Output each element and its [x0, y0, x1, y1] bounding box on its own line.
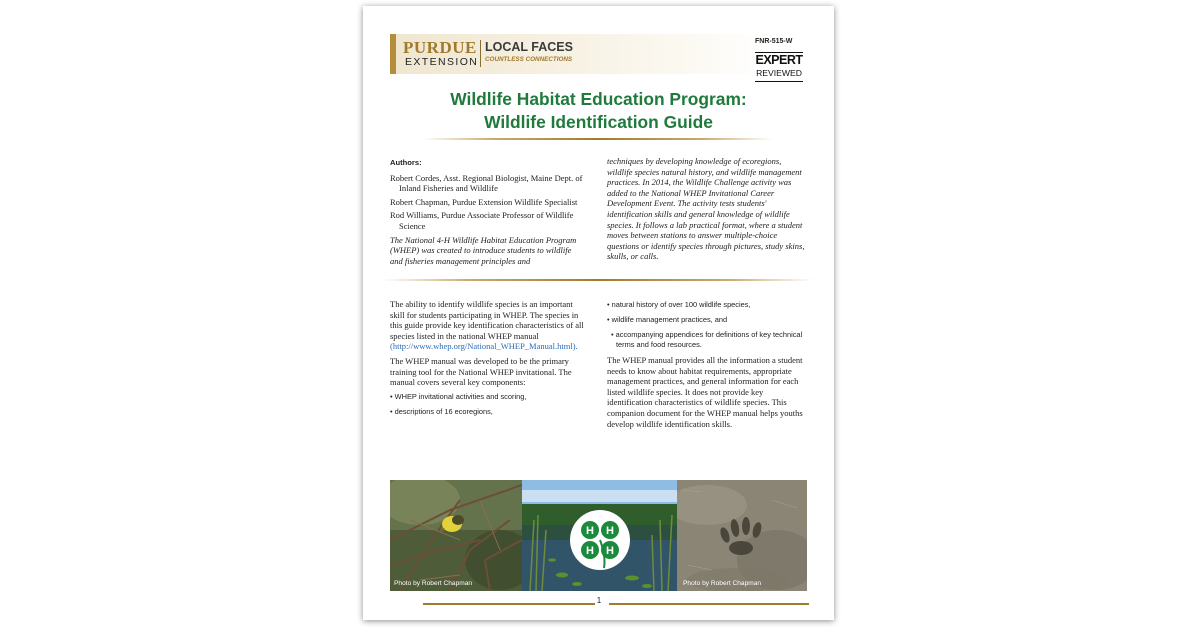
bird-photo [390, 480, 522, 591]
tracks-photo-image [677, 480, 807, 591]
bullet-item: • accompanying appendices for definitions of key technical terms and food resources. [611, 330, 803, 349]
photo-credit: Photo by Robert Chapman [394, 580, 473, 587]
bullet-item: • natural history of over 100 wildlife species, [607, 300, 751, 309]
author-item: Rod Williams, Purdue Associate Professor of Wildlife Science [390, 210, 574, 231]
author-item: Robert Chapman, Purdue Extension Wildlife Specialist [390, 196, 578, 207]
body-paragraph-3: The WHEP manual provides all the information a student needs to know about habitat requirements, appropriate management practices, and general information for each listed wildlife species. It does not provide key identification characteristics of wildlife species. This companion document for the WHEP manual helps youths develop wildlife identification skills. [607, 355, 803, 429]
body-right-column [607, 300, 807, 433]
banner-divider [480, 40, 481, 67]
body-paragraph-1 [390, 299, 585, 352]
local-faces-text: LOCAL FACES [485, 40, 573, 54]
wetland-photo [522, 480, 677, 591]
expert-badge-text: EXPERT [755, 53, 803, 67]
clover-letter: H [606, 525, 614, 537]
section-divider [383, 279, 814, 281]
page-number: 1 [596, 596, 602, 605]
intro-paragraph-continued [607, 156, 807, 266]
footer-rule-right [609, 603, 809, 605]
clover-letter: H [586, 545, 594, 557]
author-item: Robert Cordes, Asst. Regional Biologist, Maine Dept. of Inland Fisheries and Wildlife [390, 172, 583, 194]
extension-logo-text: EXTENSION [405, 56, 479, 68]
bullet-item: • descriptions of 16 ecoregions, [390, 406, 493, 416]
reviewed-badge-text: REVIEWED [756, 68, 802, 78]
clover-letter: H [606, 545, 614, 557]
bullet-item: • WHEP invitational activities and scoring, [390, 391, 527, 401]
body-paragraph-2: The WHEP manual was developed to be the primary training tool for the National WHEP invitational. The manual covers several key components: [390, 355, 572, 388]
body-left-column [390, 299, 585, 422]
intro-text: techniques by developing knowledge of ecoregions, wildlife species natural history, and wildlife management practices. In 2014, the Wildlife Challenge activity was added to the National WHEP Invitational Career Development Event. The activity tests students' identification skills and general knowledge of wildlife species. It follows a lab practical format, where a student moves between stations to answer multiple-choice questions or identify species through pictures, study skins, skulls, or calls. [607, 156, 805, 262]
clover-letter: H [586, 525, 594, 537]
bullet-item: • wildlife management practices, and [607, 315, 728, 324]
countless-connections-text: COUNTLESS CONNECTIONS [485, 56, 573, 63]
tracks-photo [677, 480, 807, 591]
bird-photo-image [390, 480, 522, 591]
intro-paragraph-start: The National 4-H Wildlife Habitat Education Program (WHEP) was created to introduce students to wildlife and fisheries management principles and [390, 234, 577, 266]
authors-heading: Authors: [390, 158, 422, 167]
photo-credit: Photo by Robert Chapman [683, 580, 762, 587]
title-line-2: Wildlife Identification Guide [484, 112, 713, 132]
document-title [383, 88, 814, 134]
footer-rule-left [423, 603, 595, 605]
banner-accent [390, 34, 396, 74]
body-paragraph-1-text: The ability to identify wildlife species is an important skill for students participating in WHEP. The species in this guide provide key identification characteristics of all species listed in the national WHEP manual [390, 299, 584, 341]
wetland-photo-image [522, 480, 677, 591]
title-line-1: Wildlife Habitat Education Program: [450, 89, 747, 109]
document-page [363, 6, 834, 620]
whep-manual-link[interactable]: (http://www.whep.org/National_WHEP_Manual.html). [390, 341, 578, 352]
purdue-logo-text: PURDUE [403, 38, 477, 57]
title-divider [423, 138, 773, 140]
document-id: FNR-515-W [755, 38, 793, 45]
authors-column [390, 158, 585, 270]
